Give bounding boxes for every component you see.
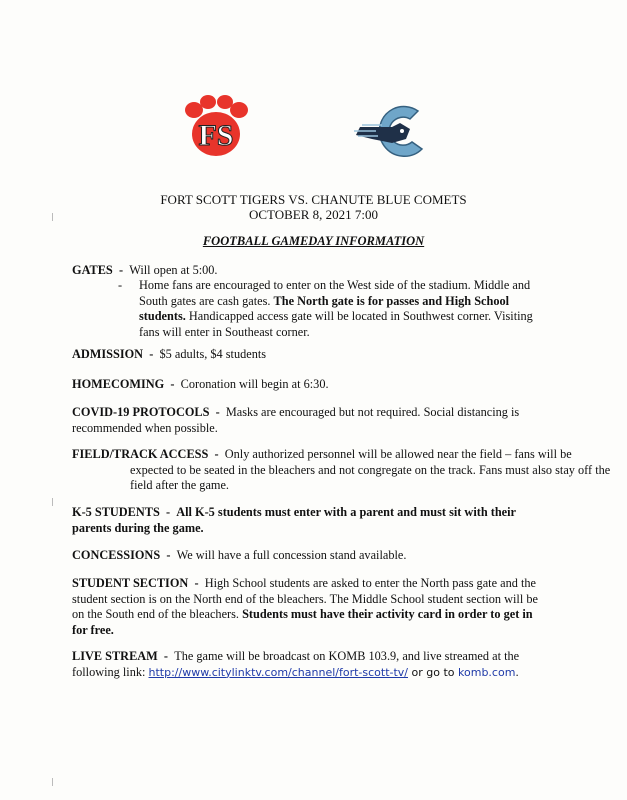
scan-mark [52,213,53,221]
concessions-section: CONCESSIONS - We will have a full concession stand available. [72,548,407,562]
comets-logo [352,105,434,163]
field-access-label: FIELD/TRACK ACCESS [72,447,209,461]
tigers-paw-logo [180,94,252,160]
k5-section: K-5 STUDENTS - All K-5 students must enter with a parent and must sit with their parents during the game. [72,505,516,535]
k5-label: K-5 STUDENTS [72,505,160,519]
student-section: STUDENT SECTION - High School students are asked to enter the North pass gate and the student section is on the North end of the bleachers. The Middle School student section will be on the South end of the bleachers. Students must have their activity card in order to get in for free. [72,576,538,637]
gates-section: GATES - Will open at 5:00. [72,263,218,277]
covid-label: COVID-19 PROTOCOLS [72,405,210,419]
stream-link[interactable]: http://www.citylinktv.com/channel/fort-scott-tv/ [148,665,409,679]
tigers-logo-letters: FS [198,119,234,152]
gates-open-time: Will open at 5:00. [129,263,218,277]
gates-bullet: - [118,278,123,292]
homecoming-section: HOMECOMING - Coronation will begin at 6:30. [72,377,329,391]
student-section-label: STUDENT SECTION [72,576,189,590]
gates-details: Home fans are encouraged to enter on the West side of the stadium. Middle and South gates are cash gates. The North gate is for passes and High School students. Handicapped access gate will be located in Southwest corner. Visiting fans will enter in Southeast corner. [139,278,533,339]
admission-label: ADMISSION [72,347,144,361]
concessions-label: CONCESSIONS [72,548,161,562]
field-access-section: FIELD/TRACK ACCESS - Only authorized personnel will be allowed near the field – fans will be expected to be seated in the bleachers and not congregate on the track. Fans must also stay off the field after the game. [72,447,611,493]
homecoming-label: HOMECOMING [72,377,165,391]
scan-mark [52,778,53,786]
covid-section: COVID-19 PROTOCOLS - Masks are encouraged but not required. Social distancing is recommended when possible. [72,405,520,435]
gates-label: GATES [72,263,113,277]
scan-mark [52,498,53,506]
live-stream-section: LIVE STREAM - The game will be broadcast on KOMB 103.9, and live streamed at the following link: http://www.citylinktv.com/channel/fort-scott-tv/ or go to komb.com. [72,649,520,679]
admission-section: ADMISSION - $5 adults, $4 students [72,347,267,361]
live-stream-label: LIVE STREAM [72,649,158,663]
date-time-line: OCTOBER 8, 2021 7:00 [248,207,379,222]
matchup-line: FORT SCOTT TIGERS VS. CHANUTE BLUE COMETS [160,192,467,207]
document-title: FOOTBALL GAMEDAY INFORMATION [202,234,425,248]
komb-link[interactable]: komb.com [458,665,516,679]
